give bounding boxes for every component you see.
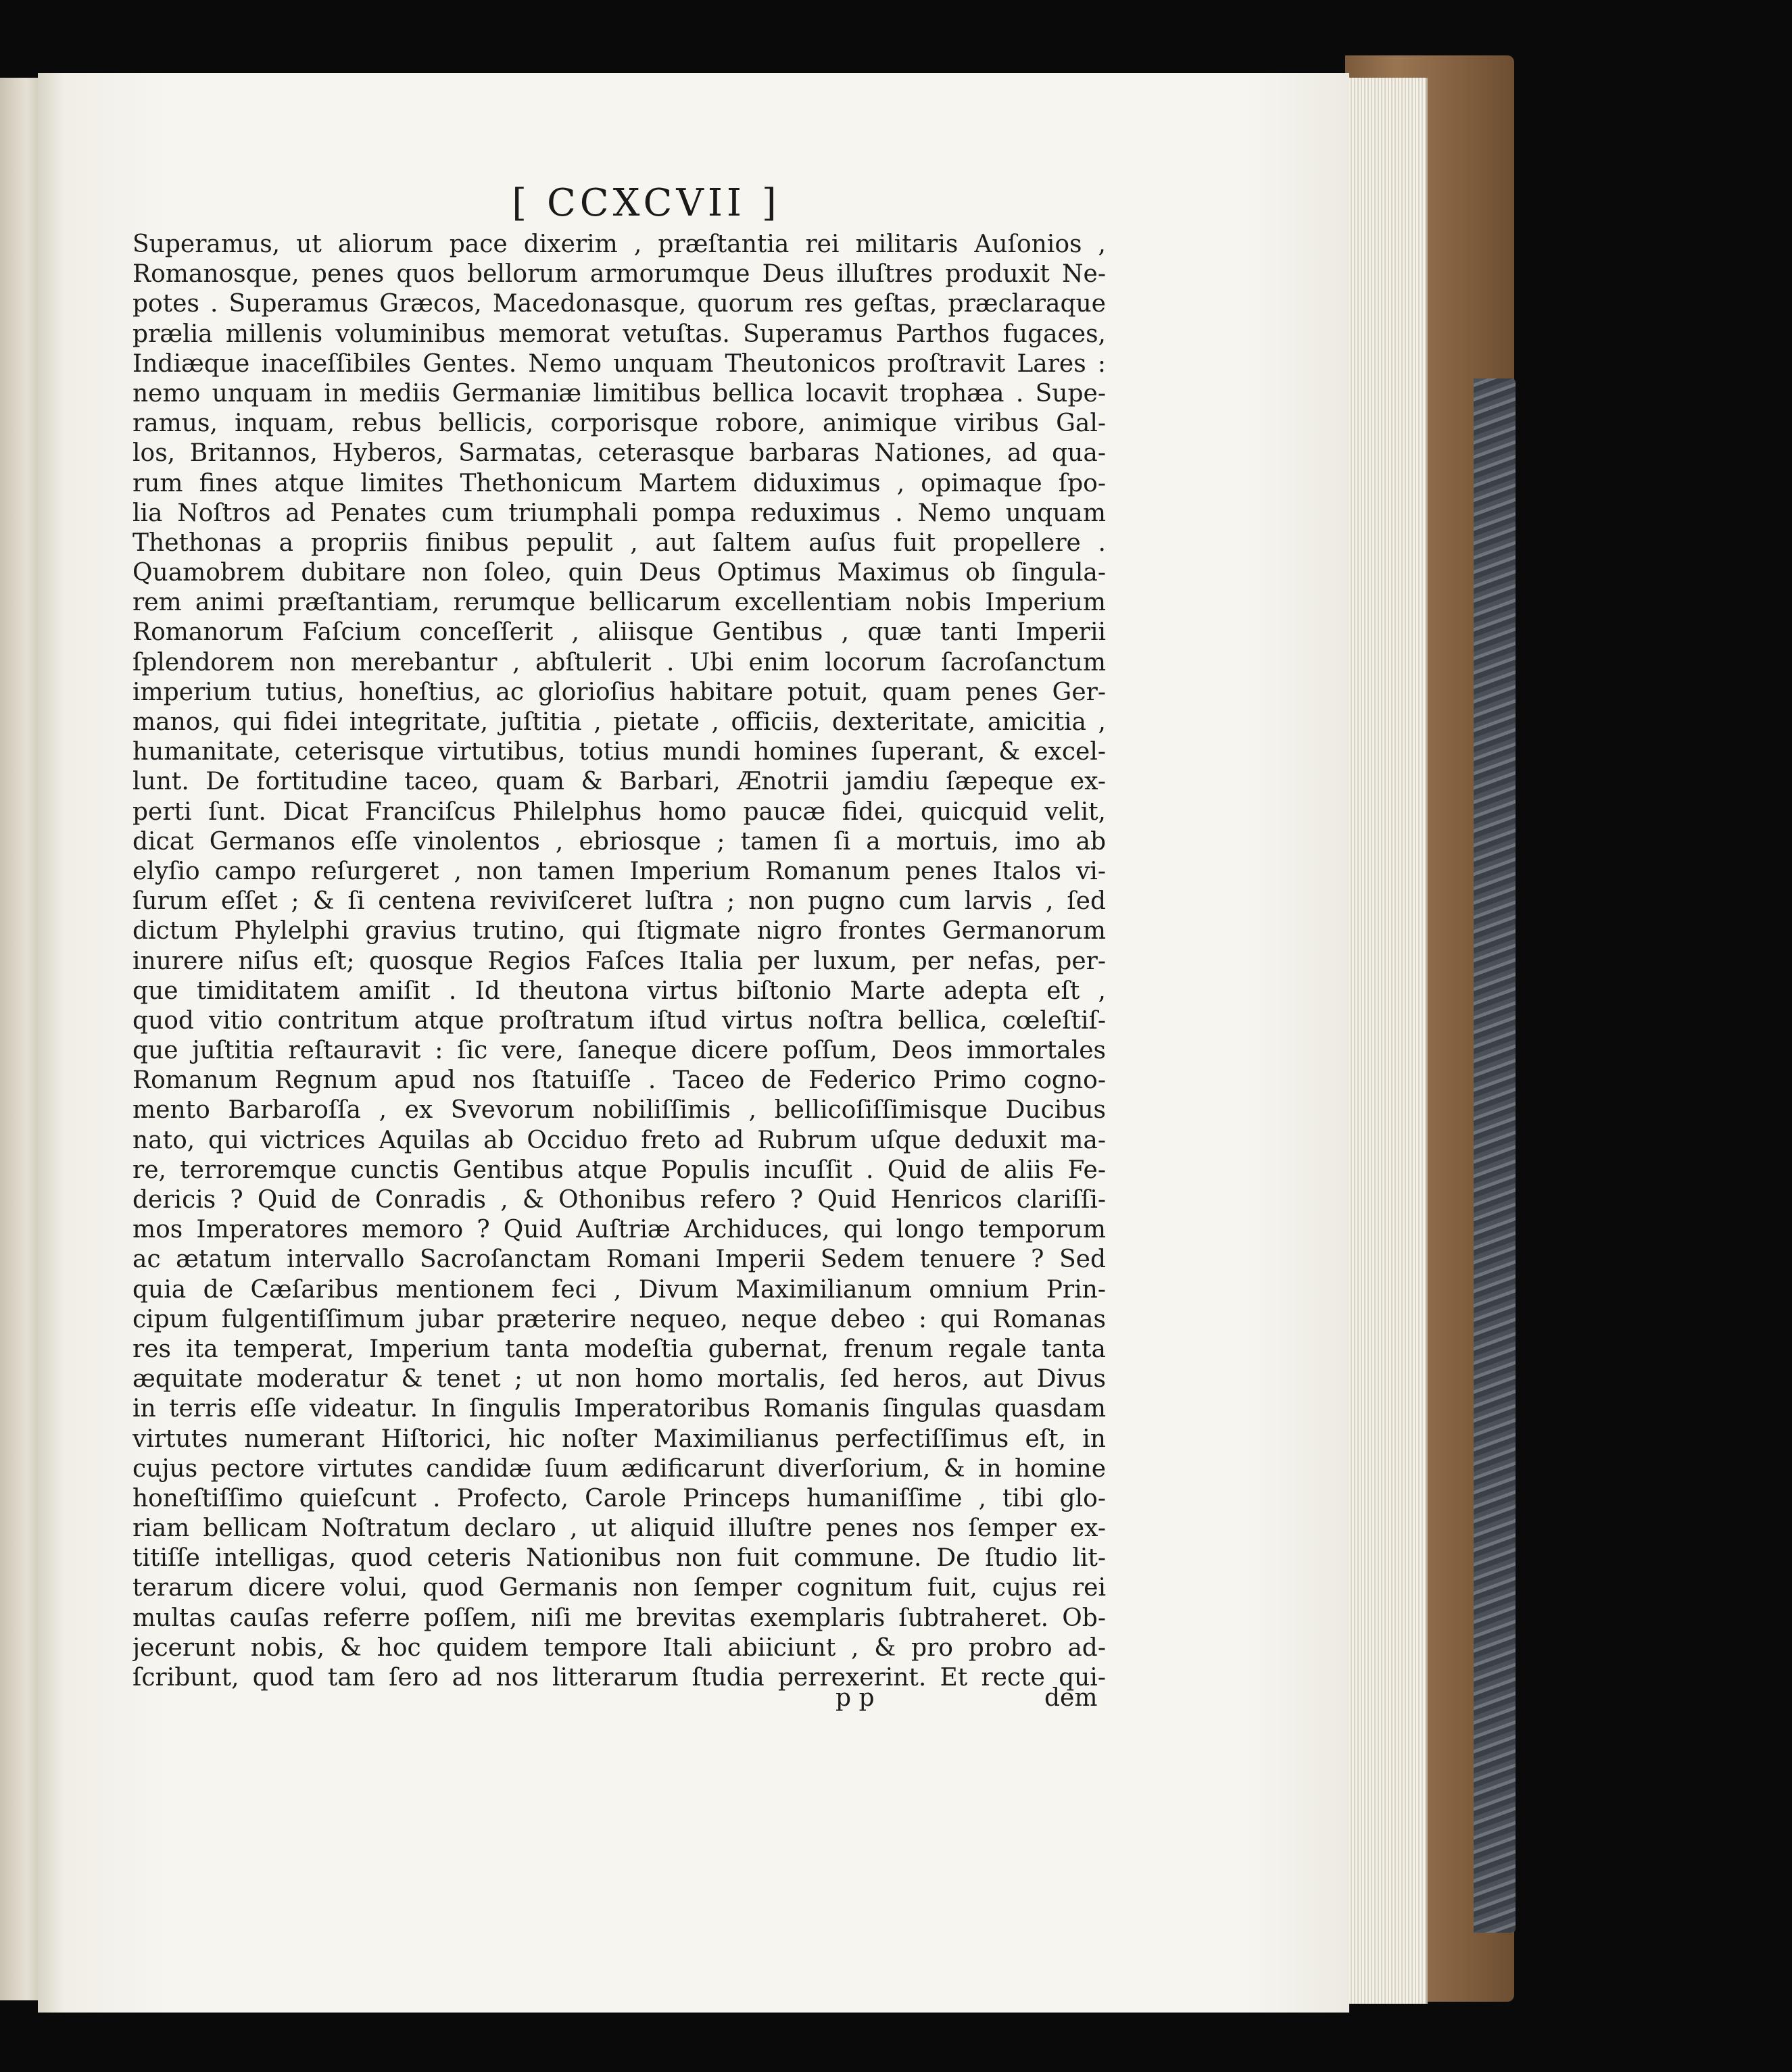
- text-line: prælia millenis voluminibus memorat vetuſtas. Superamus Parthos fugaces,: [132, 320, 1106, 348]
- text-line: que juſtitia reſtauravit : ſic vere, ſaneque dicere poſſum, Deos immortales: [132, 1037, 1106, 1065]
- text-line: cipum fulgentiſſimum jubar præterire nequeo, neque debeo : qui Romanas: [132, 1305, 1106, 1333]
- text-line: quia de Cæſaribus mentionem feci , Divum Maximilianum omnium Prin-: [132, 1275, 1106, 1304]
- text-line: potes . Superamus Græcos, Macedonasque, quorum res geſtas, præclaraque: [132, 290, 1106, 318]
- text-line: elyſio campo reſurgeret , non tamen Imperium Romanum penes Italos vi-: [132, 857, 1106, 885]
- text-line: virtutes numerant Hiſtorici, hic noſter Maximilianus perfectiſſimus eſt, in: [132, 1425, 1106, 1453]
- text-line: los, Britannos, Hyberos, Sarmatas, ceterasque barbaras Nationes, ad qua-: [132, 439, 1106, 468]
- text-line: lia Noſtros ad Penates cum triumphali pompa reduximus . Nemo unquam: [132, 499, 1106, 527]
- text-line: imperium tutius, honeſtius, ac glorioſius habitare potuit, quam penes Ger-: [132, 678, 1106, 706]
- text-line: dicat Germanos eſſe vinolentos , ebriosque ; tamen ſi a mortuis, imo ab: [132, 827, 1106, 856]
- catchword: dem: [1044, 1684, 1098, 1712]
- text-line: riam bellicam Noſtratum declaro , ut aliquid illuſtre penes nos ſemper ex-: [132, 1514, 1106, 1543]
- text-line: mos Imperatores memoro ? Quid Auſtriæ Archiduces, qui longo temporum: [132, 1216, 1106, 1244]
- page-block-edge: [1345, 78, 1428, 2004]
- left-page-edge: [0, 78, 40, 2000]
- text-line: perti ſunt. Dicat Franciſcus Philelphus homo paucæ fidei, quicquid velit,: [132, 797, 1106, 826]
- text-line: æquitate moderatur & tenet ; ut non homo mortalis, ſed heros, aut Divus: [132, 1365, 1106, 1393]
- text-line: honeſtiſſimo quieſcunt . Profecto, Carole Princeps humaniſſime , tibi glo-: [132, 1484, 1106, 1512]
- body-text: [132, 230, 1106, 1693]
- text-line: ſplendorem non merebantur , abſtulerit . Ubi enim locorum ſacroſanctum: [132, 648, 1106, 676]
- text-line: Romanosque, penes quos bellorum armorumque Deus illuſtres produxit Ne-: [132, 260, 1106, 289]
- text-line: nato, qui victrices Aquilas ab Occiduo freto ad Rubrum uſque deduxit ma-: [132, 1126, 1106, 1154]
- text-line: Indiæque inaceſſibiles Gentes. Nemo unquam Theutonicos proſtravit Lares :: [132, 349, 1106, 378]
- text-line: rum fines atque limites Thethonicum Martem diduximus , opimaque ſpo-: [132, 469, 1106, 497]
- text-line: humanitate, ceterisque virtutibus, totius mundi homines ſuperant, & excel-: [132, 738, 1106, 766]
- text-line: ac ætatum intervallo Sacroſanctam Romani Imperii Sedem tenuere ? Sed: [132, 1245, 1106, 1274]
- text-line: Romanorum Faſcium conceſſerit , aliisque Gentibus , quæ tanti Imperii: [132, 618, 1106, 647]
- text-line: titiſſe intelligas, quod ceteris Nationibus non fuit commune. De ſtudio lit-: [132, 1544, 1106, 1573]
- text-line: Romanum Regnum apud nos ſtatuiſſe . Taceo de Federico Primo cogno-: [132, 1066, 1106, 1095]
- marbled-cover-edge: [1474, 378, 1516, 1933]
- text-line: res ita temperat, Imperium tanta modeſtia gubernat, frenum regale tanta: [132, 1335, 1106, 1363]
- text-line: rem animi præſtantiam, rerumque bellicarum excellentiam nobis Imperium: [132, 589, 1106, 617]
- text-line: Superamus, ut aliorum pace dixerim , præſtantia rei militaris Auſonios ,: [132, 230, 1106, 258]
- text-line: multas cauſas referre poſſem, niſi me brevitas exemplaris ſubtraheret. Ob-: [132, 1604, 1106, 1632]
- text-line: quod vitio contritum atque proſtratum iſtud virtus noſtra bellica, cœleſtiſ-: [132, 1006, 1106, 1035]
- text-line: dericis ? Quid de Conradis , & Othonibus refero ? Quid Henricos clariſſi-: [132, 1186, 1106, 1214]
- page-header: [ CCXCVII ]: [512, 181, 781, 225]
- text-line: inurere niſus eſt; quosque Regios Faſces Italia per luxum, per nefas, per-: [132, 947, 1106, 975]
- text-line: terarum dicere volui, quod Germanis non ſemper cognitum fuit, cujus rei: [132, 1574, 1106, 1602]
- text-line: in terris eſſe videatur. In ſingulis Imperatoribus Romanis ſingulas quasdam: [132, 1395, 1106, 1423]
- text-line: mento Barbaroſſa , ex Svevorum nobiliſſimis , bellicoſiſſimisque Ducibus: [132, 1096, 1106, 1125]
- text-line: jecerunt nobis, & hoc quidem tempore Itali abiiciunt , & pro probro ad-: [132, 1633, 1106, 1662]
- text-line: que timiditatem amiſit . Id theutona virtus biſtonio Marte adepta eſt ,: [132, 977, 1106, 1005]
- text-line: ſurum eſſet ; & ſi centena reviviſceret luſtra ; non pugno cum larvis , ſed: [132, 887, 1106, 916]
- text-line: manos, qui fidei integritate, juſtitia , pietate , officiis, dexteritate, amicitia ,: [132, 708, 1106, 736]
- text-line: nemo unquam in mediis Germaniæ limitibus bellica locavit trophæa . Supe-: [132, 379, 1106, 408]
- text-line: re, terroremque cunctis Gentibus atque Populis incuſſit . Quid de aliis Fe-: [132, 1156, 1106, 1184]
- text-line: lunt. De fortitudine taceo, quam & Barbari, Ænotrii jamdiu ſæpeque ex-: [132, 768, 1106, 796]
- text-line: ramus, inquam, rebus bellicis, corporisque robore, animique viribus Gal-: [132, 410, 1106, 438]
- text-line: Quamobrem dubitare non ſoleo, quin Deus Optimus Maximus ob ſingula-: [132, 559, 1106, 587]
- text-line: cujus pectore virtutes candidæ ſuum ædificarunt diverſorium, & in homine: [132, 1454, 1106, 1483]
- text-line: ſcribunt, quod tam ſero ad nos litterarum ſtudia perrexerint. Et recte qui-: [132, 1664, 1106, 1692]
- signature-mark: p p: [836, 1684, 875, 1712]
- text-line: Thethonas a propriis finibus pepulit , aut ſaltem auſus fuit propellere .: [132, 528, 1106, 557]
- text-line: dictum Phylelphi gravius trutino, qui ſtigmate nigro frontes Germanorum: [132, 917, 1106, 945]
